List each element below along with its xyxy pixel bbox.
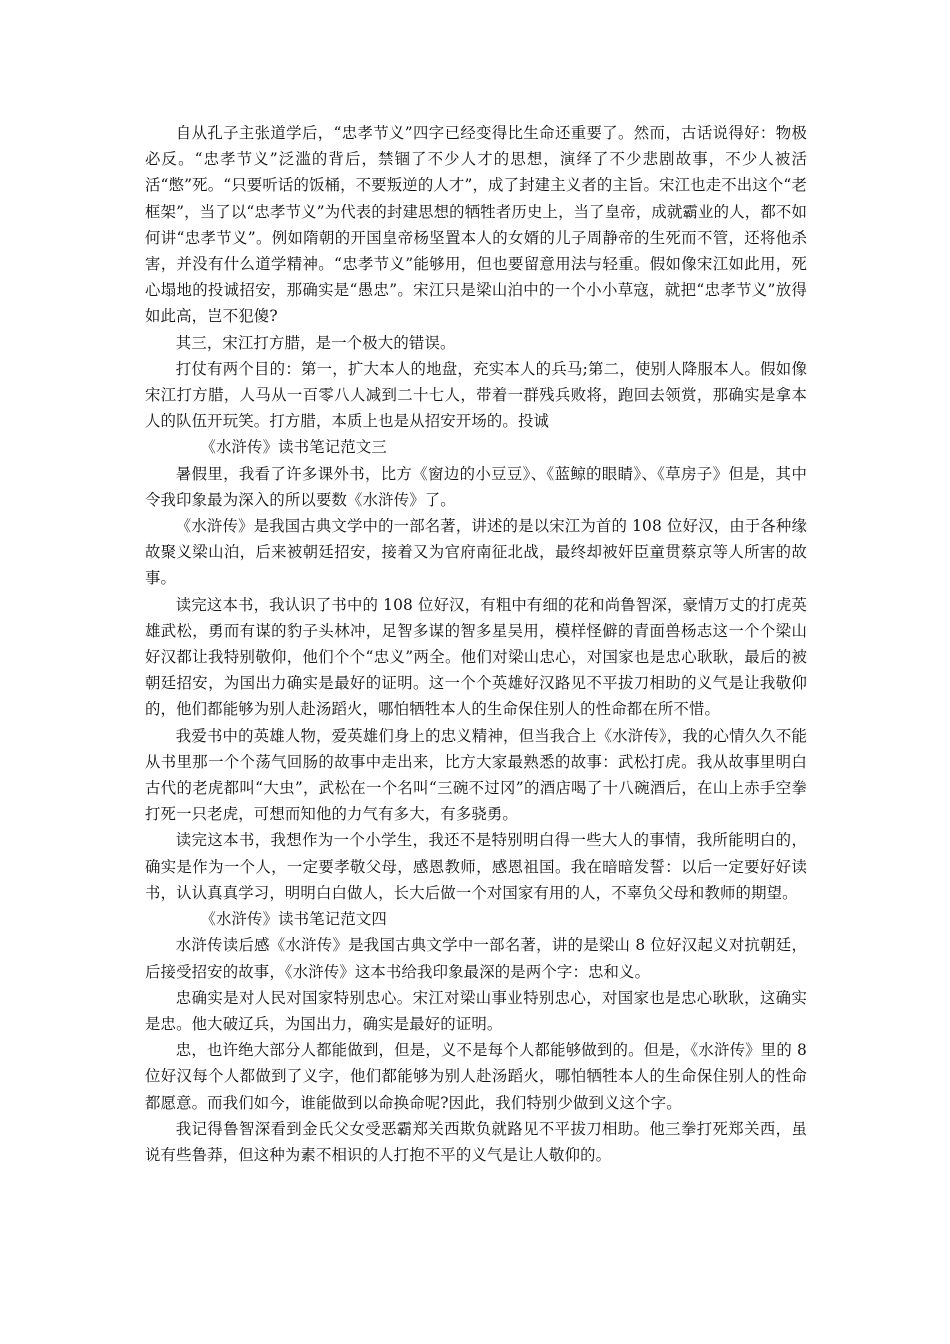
paragraph: 忠确实是对人民对国家特别忠心。宋江对梁山事业特别忠心，对国家也是忠心耿耿，这确实是忠。他大破辽兵，为国出力，确实是最好的证明。 xyxy=(145,988,807,1033)
paragraph: 水浒传读后感《水浒传》是我国古典文学中一部名著，讲的是梁山 8 位好汉起义对抗朝廷，后接受招安的故事，《水浒传》这本书给我印象最深的是两个字：忠和义。 xyxy=(145,936,807,981)
paragraph: 我记得鲁智深看到金氏父女受恶霸郑关西欺负就路见不平拔刀相助。他三拳打死郑关西，虽说有些鲁莽，但这种为素不相识的人打抱不平的义气是让人敬仰的。 xyxy=(145,1119,807,1164)
paragraph: 忠，也许绝大部分人都能做到，但是，义不是每个人都能够做到的。但是，《水浒传》里的 8 位好汉每个人都做到了义字，他们都能够为别人赴汤蹈火，哪怕牺牲本人的生命保住别人的性命都愿意。而我们如今，谁能做到以命换命呢?因此，我们特别少做到义这个字。 xyxy=(145,1041,807,1112)
document-page xyxy=(145,120,807,1168)
paragraph: 打仗有两个目的：第一，扩大本人的地盘，充实本人的兵马;第二，使别人降服本人。假如像宋江打方腊，人马从一百零八人减到二十七人，带着一群残兵败将，跑回去领赏，那确实是拿本人的队伍开玩笑。打方腊，本质上也是从招安开场的。投诚 xyxy=(145,359,807,431)
paragraph: 读完这本书，我认识了书中的 108 位好汉，有粗中有细的花和尚鲁智深，豪情万丈的打虎英雄武松，勇而有谋的豹子头林冲，足智多谋的智多星吴用，模样怪僻的青面兽杨志这一个个梁山好汉都让我特别敬仰，他们个个“忠义”两全。他们对梁山忠心，对国家也是忠心耿耿，最后的被朝廷招安，为国出力确实是最好的证明。这一个个英雄好汉路见不平拔刀相助的义气是让我敬仰的，他们都能够为别人赴汤蹈火，哪怕牺牲本人的生命保住别人的性命都在所不惜。 xyxy=(145,595,807,719)
section-heading: 《水浒传》读书笔记范文三 xyxy=(200,438,387,457)
paragraph: 《水浒传》是我国古典文学中的一部名著，讲述的是以宋江为首的 108 位好汉，由于各种缘故聚义梁山泊，后来被朝廷招安，接着又为官府南征北战，最终却被奸臣童贯蔡京等人所害的故事。 xyxy=(145,517,807,588)
paragraph: 暑假里，我看了许多课外书，比方《窗边的小豆豆》、《蓝鲸的眼睛》、《草房子》但是，其中令我印象最为深入的所以要数《水浒传》了。 xyxy=(145,464,807,509)
paragraph: 读完这本书，我想作为一个小学生，我还不是特别明白得一些大人的事情，我所能明白的，确实是作为一个人，一定要孝敬父母，感恩教师，感恩祖国。我在暗暗发誓：以后一定要好好读书，认认真真学习，明明白白做人，长大后做一个对国家有用的人，不辜负父母和教师的期望。 xyxy=(145,831,807,902)
paragraph: 自从孔子主张道学后，“忠孝节义”四字已经变得比生命还重要了。然而，古话说得好：物极必反。“忠孝节义”泛滥的背后，禁锢了不少人才的思想，演绎了不少悲剧故事，不少人被活活“憋”死。“只要听话的饭桶，不要叛逆的人才”，成了封建主义者的主旨。宋江也走不出这个“老框架”，当了以“忠孝节义”为代表的封建思想的牺牲者历史上，当了皇帝，成就霸业的人，都不如何讲“忠孝节义”。例如隋朝的开国皇帝杨坚置本人的女婿的儿子周静帝的生死而不管，还将他杀害，并没有什么道学精神。“忠孝节义”能够用，但也要留意用法与轻重。假如像宋江如此用，死心塌地的投诚招安，那确实是“愚忠”。宋江只是梁山泊中的一个小小草寇，就把“忠孝节义”放得如此高，岂不犯傻? xyxy=(145,124,807,326)
paragraph: 我爱书中的英雄人物，爱英雄们身上的忠义精神，但当我合上《水浒传》，我的心情久久不能从书里那一个个荡气回肠的故事中走出来，比方大家最熟悉的故事：武松打虎。我从故事里明白古代的老虎都叫“大虫”，武松在一个名叫“三碗不过冈”的酒店喝了十八碗酒后，在山上赤手空拳打死一只老虎，可想而知他的力气有多大，有多骁勇。 xyxy=(145,726,807,824)
section-heading: 《水浒传》读书笔记范文四 xyxy=(200,910,387,929)
paragraph: 其三，宋江打方腊，是一个极大的错误。 xyxy=(175,333,456,352)
